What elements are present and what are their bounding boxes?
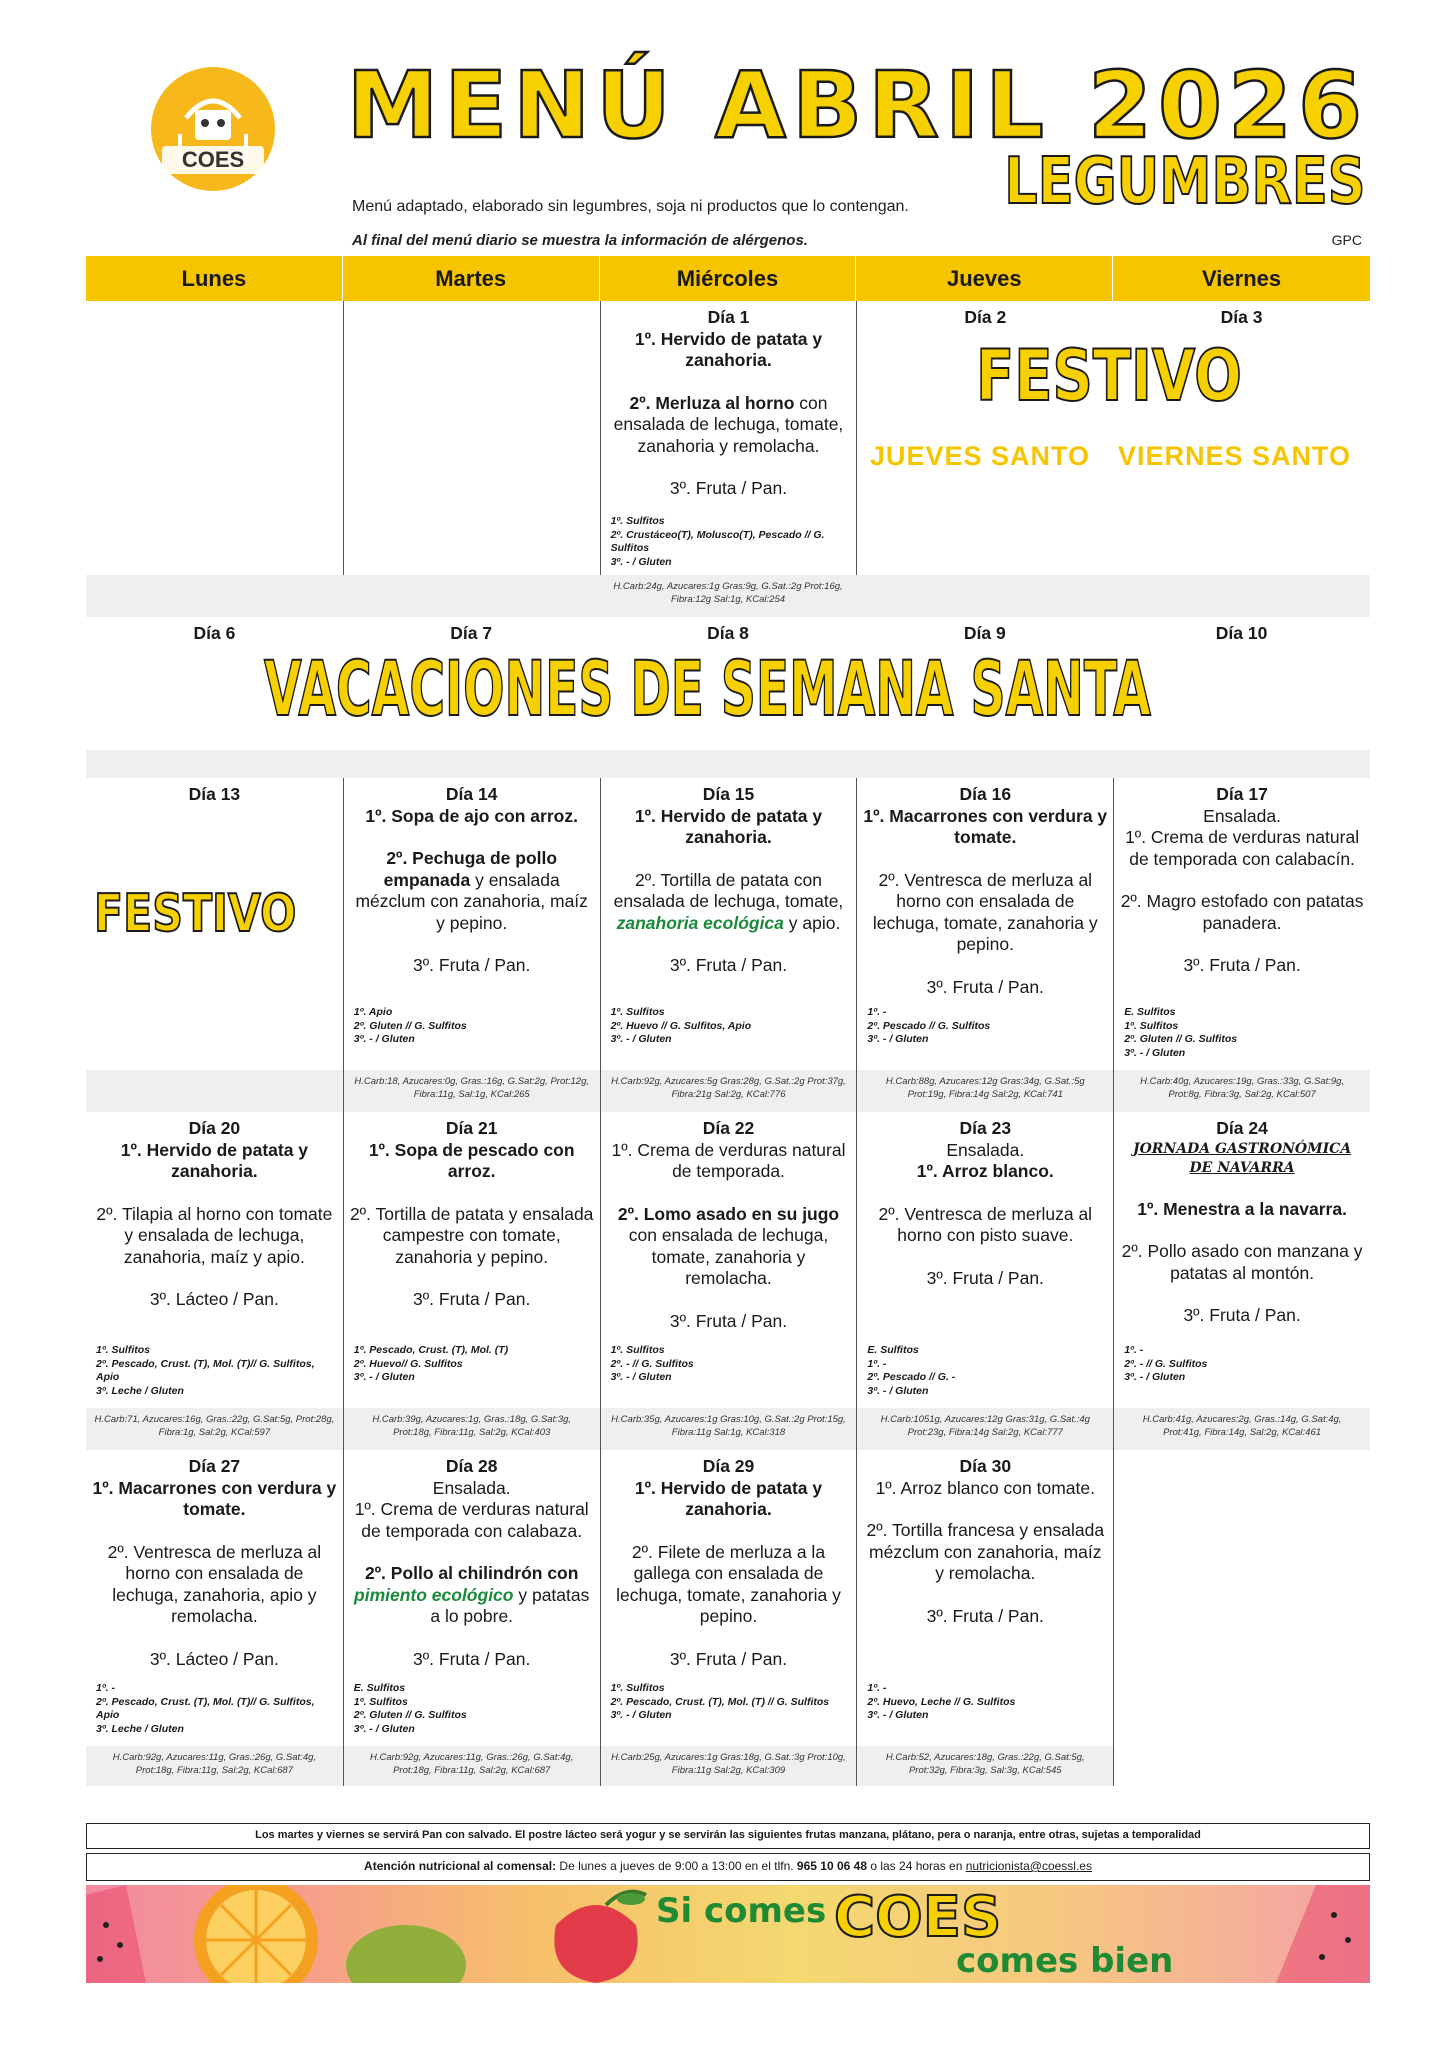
day-number: Día 29 xyxy=(702,1456,755,1476)
nutrition-info: H.Carb:25g, Azucares:1g Gras:18g, G.Sat.:3g Prot:10g, Fibra:11g Sal:2g, KCal:309 xyxy=(600,1746,857,1786)
email-link[interactable]: nutricionista@coessl.es xyxy=(965,1859,1092,1873)
allergen-note: Al final del menú diario se muestra la información de alérgenos. xyxy=(352,232,808,249)
second-course: 2º. Pollo asado con manzana y patatas al montón. xyxy=(1121,1241,1363,1283)
page-subtitle: LEGUMBRES xyxy=(1004,145,1366,219)
day-number: Día 15 xyxy=(702,784,755,804)
first-course: 1º. Hervido de patata y zanahoria. xyxy=(634,328,823,370)
day-number: Día 1 xyxy=(707,307,750,327)
nutrition-info: H.Carb:18, Azucares:0g, Gras.:16g, G.Sat:2g, Prot:12g, Fibra:11g, Sal:1g, KCal:265 xyxy=(343,1070,600,1112)
svg-text:COES: COES xyxy=(181,147,245,172)
dessert: 3º. Fruta / Pan. xyxy=(669,478,788,498)
day-cell xyxy=(856,1112,1113,1408)
allergens: 1º. Sulfitos 2º. Huevo // G. Sulfitos, Apio 3º. - / Gluten xyxy=(610,1006,752,1045)
allergens: 1º. Sulfitos 2º. Pescado, Crust. (T), Mol. (T)// G. Sulfitos, Apio 3º. Leche / Gluten xyxy=(96,1344,315,1397)
dessert: 3º. Fruta / Pan. xyxy=(1183,1305,1301,1325)
allergens: 1º. - 2º. - // G. Sulfitos 3º. - / Gluten xyxy=(1124,1344,1208,1383)
first-course: 1º. Hervido de patata y zanahoria. xyxy=(120,1139,309,1181)
menu-calendar xyxy=(86,256,1370,1786)
day-cell xyxy=(86,1112,343,1408)
nutrition-info: H.Carb:39g, Azucares:1g, Gras.:18g, G.Sat:3g, Prot:18g, Fibra:11g, Sal:2g, KCal:403 xyxy=(343,1408,600,1450)
dessert: 3º. Lácteo / Pan. xyxy=(149,1289,279,1309)
dessert: 3º. Fruta / Pan. xyxy=(926,976,1044,997)
day-number: Día 21 xyxy=(445,1118,498,1138)
nutrition-info: H.Carb:88g, Azucares:12g Gras:34g, G.Sat.:5g Prot:19g, Fibra:14g Sal:2g, KCal:741 xyxy=(856,1070,1113,1112)
day-cell xyxy=(600,1450,857,1746)
dessert: 3º. Fruta / Pan. xyxy=(413,1648,531,1669)
second-course: 2º. Filete de merluza a la gallega con ensalada de lechuga, tomate, zanahoria y pepino. xyxy=(616,1541,841,1626)
day-number: Día 16 xyxy=(959,784,1012,804)
allergens: 1º. Apio 2º. Gluten // G. Sulfitos 3º. - / Gluten xyxy=(353,1006,467,1045)
day-number: Día 8 xyxy=(707,623,749,643)
weekday-label: Martes xyxy=(343,256,600,301)
allergens: 1º. - 2º. Pescado // G. Sulfitos 3º. - / Gluten xyxy=(867,1006,991,1045)
allergens: E. Sulfitos 1º. Sulfitos 2º. Gluten // G. Sulfitos 3º. - / Gluten xyxy=(1124,1006,1238,1059)
second-course: 2º. Tortilla de patata y ensalada campestre con tomate, zanahoria y pepino. xyxy=(349,1203,594,1267)
second-course: 2º. Merluza al horno con ensalada de lechuga, tomate, zanahoria y remolacha. xyxy=(613,392,844,456)
nutrition-info: H.Carb:105‍1g, Azucares:12g Gras:31g, G.Sat.:4g Prot:23g, Fibra:14g Sal:2g, KCal:777 xyxy=(856,1408,1113,1450)
day-number: Día 3 xyxy=(1220,307,1263,327)
page-title: MENÚ ABRIL 2026 xyxy=(346,52,1368,159)
day-cell xyxy=(600,778,857,1070)
dessert: 3º. Fruta / Pan. xyxy=(926,1267,1044,1288)
event-label: JORNADA GASTRONÓMICA DE NAVARRA xyxy=(1132,1140,1352,1176)
day-cell xyxy=(343,778,600,1070)
day-number: Día 13 xyxy=(188,784,241,804)
first-course: 1º. Crema de verduras natural de temporada. xyxy=(611,1139,846,1181)
salad: Ensalada. xyxy=(1203,805,1281,826)
day-cell xyxy=(856,778,1113,1070)
nutrition-info: H.Carb:24g, Azucares:1g Gras:9g, G.Sat.:2g Prot:16g, Fibra:12g Sal:1g, KCal:254 xyxy=(613,581,843,605)
first-course: 1º. Crema de verduras natural de temporada con calabaza. xyxy=(354,1499,589,1541)
nutrition-info: H.Carb:92g, Azucares:11g, Gras.:26g, G.Sat:4g, Prot:18g, Fibra:11g, Sal:2g, KCal:687 xyxy=(112,1752,317,1776)
second-course: 2º. Lomo asado en su jugo con ensalada de lechuga, tomate, zanahoria y remolacha. xyxy=(617,1203,840,1288)
day-cell xyxy=(343,301,600,575)
day-number: Día 24 xyxy=(1216,1118,1268,1138)
holiday-label: FESTIVO xyxy=(94,884,297,944)
nutrition-row xyxy=(86,1070,1370,1112)
dessert: 3º. Fruta / Pan. xyxy=(669,1648,788,1669)
allergens: E. Sulfitos 1º. Sulfitos 2º. Gluten // G. Sulfitos 3º. - / Gluten xyxy=(353,1682,467,1735)
dessert: 3º. Fruta / Pan. xyxy=(669,1310,788,1331)
nutrition-row xyxy=(86,1408,1370,1450)
second-course: 2º. Tortilla de patata con ensalada de lechuga, tomate, zanahoria ecológica y apio. xyxy=(613,869,844,933)
week-row xyxy=(86,1450,1370,1786)
nutrition-row xyxy=(86,1746,1370,1786)
weekday-label: Lunes xyxy=(86,256,343,301)
slogan-text: comes bien xyxy=(956,1941,1174,1981)
dessert: 3º. Fruta / Pan. xyxy=(669,955,788,975)
day-number: Día 28 xyxy=(445,1456,498,1476)
dessert: 3º. Lácteo / Pan. xyxy=(149,1648,279,1669)
day-cell xyxy=(600,1112,857,1408)
bread-and-dessert-note: Los martes y viernes se servirá Pan con salvado. El postre lácteo será yogur y se servirán las siguientes frutas manzana, plátano, pera o naranja, entre otras, sujetas a temporalidad xyxy=(86,1823,1370,1849)
second-course: 2º. Ventresca de merluza al horno con ensalada de lechuga, zanahoria, apio y remolacha. xyxy=(107,1541,322,1626)
day-number: Día 20 xyxy=(188,1118,241,1138)
holiday-label: FESTIVO xyxy=(976,335,1242,417)
first-course: 1º. Sopa de ajo con arroz. xyxy=(365,805,578,826)
day-cell xyxy=(1113,1450,1370,1746)
allergens: 1º. Sulfitos 2º. - // G. Sulfitos 3º. - / Gluten xyxy=(610,1344,694,1383)
day-cell xyxy=(86,1450,343,1746)
day-cell xyxy=(86,778,343,1070)
weekday-label: Jueves xyxy=(856,256,1113,301)
allergens: 1º. Sulfitos 2º. Pescado, Crust. (T), Mol. (T) // G. Sulfitos 3º. - / Gluten xyxy=(610,1682,830,1721)
dessert: 3º. Fruta / Pan. xyxy=(413,1289,531,1309)
slogan-brand: COES xyxy=(834,1885,1002,1950)
first-course: 1º. Menestra a la navarra. xyxy=(1137,1198,1347,1219)
first-course: 1º. Crema de verduras natural de temporada con calabacín. xyxy=(1125,827,1360,869)
day-number: Día 27 xyxy=(188,1456,241,1476)
day-number: Día 14 xyxy=(445,784,498,804)
day-cell xyxy=(1113,617,1370,750)
week-row xyxy=(86,1112,1370,1450)
second-course: 2º. Tortilla francesa y ensalada mézclum con zanahoria, maíz y remolacha. xyxy=(866,1520,1105,1583)
nutrition-info: H.Carb:92g, Azucares:11g, Gras.:26g, G.Sat:4g, Prot:18g, Fibra:11g, Sal:2g, KCal:687 xyxy=(343,1746,600,1786)
salad: Ensalada. xyxy=(432,1477,511,1498)
nutrition-info: H.Carb:71, Azucares:16g, Gras.:22g, G.Sat:5g, Prot:28g, Fibra:1g, Sal:2g, KCal:597 xyxy=(94,1414,335,1438)
first-course: 1º. Arroz blanco con tomate. xyxy=(875,1477,1095,1498)
second-course: 2º. Ventresca de merluza al horno con pisto suave. xyxy=(878,1203,1093,1245)
day-cell xyxy=(343,1450,600,1746)
nutrition-info: H.Carb:92g, Azucares:5g Gras:28g, G.Sat.:2g Prot:37g, Fibra:21g Sal:2g, KCal:776 xyxy=(600,1070,857,1112)
nutrition-row xyxy=(86,575,1370,617)
nutrition-info: H.Carb:35g, Azucares:1g Gras:10g, G.Sat.:2g Prot:15g, Fibra:11g Sal:1g, KCal:318 xyxy=(600,1408,857,1450)
week-row xyxy=(86,778,1370,1112)
first-course: 1º. Macarrones con verdura y tomate. xyxy=(863,805,1108,847)
week-row xyxy=(86,617,1370,778)
second-course: 2º. Tilapia al horno con tomate y ensalada de lechuga, zanahoria, maíz y apio. xyxy=(96,1203,333,1267)
second-course: 2º. Magro estofado con patatas panadera. xyxy=(1120,891,1364,933)
day-number: Día 30 xyxy=(959,1456,1012,1476)
week-row xyxy=(86,301,1370,617)
first-course: 1º. Arroz blanco. xyxy=(916,1161,1054,1181)
second-course: 2º. Ventresca de merluza al horno con ensalada de lechuga, tomate, zanahoria y pepino. xyxy=(872,869,1098,954)
phone-number[interactable]: 965 10 06 48 xyxy=(796,1859,867,1873)
day-cell xyxy=(343,1112,600,1408)
dessert: 3º. Fruta / Pan. xyxy=(926,1605,1044,1626)
nutrition-info: H.Carb:41g, Azucares:2g, Gras.:14g, G.Sat:4g, Prot:41g, Fibra:14g, Sal:2g, KCal:461 xyxy=(1113,1408,1370,1450)
day-cell xyxy=(1113,778,1370,1070)
holiday-name: JUEVES SANTO xyxy=(870,441,1091,471)
day-cell xyxy=(856,1450,1113,1746)
day-number: Día 17 xyxy=(1216,784,1268,804)
first-course: 1º. Macarrones con verdura y tomate. xyxy=(92,1477,337,1519)
second-course: 2º. Pollo al chilindrón con pimiento ecológico y patatas a lo pobre. xyxy=(354,1563,590,1626)
day-number: Día 10 xyxy=(1215,623,1268,643)
first-course: 1º. Hervido de patata y zanahoria. xyxy=(634,1477,823,1519)
nutrition-info: H.Carb:52, Azucares:18g, Gras.:22g, G.Sat:5g, Prot:32g, Fibra:3g, Sal:3g, KCal:545 xyxy=(856,1746,1113,1786)
holiday-name: VIERNES SANTO xyxy=(1118,441,1352,471)
day-cell xyxy=(600,301,857,575)
day-number: Día 22 xyxy=(702,1118,755,1138)
day-cell xyxy=(86,301,343,575)
weekday-label: Miércoles xyxy=(600,256,857,301)
salad: Ensalada. xyxy=(946,1139,1025,1160)
day-number: Día 9 xyxy=(963,623,1006,643)
menu-code: GPC xyxy=(1331,232,1362,248)
allergens: 1º. - 2º. Pescado, Crust. (T), Mol. (T)// G. Sulfitos, Apio 3º. Leche / Gluten xyxy=(96,1682,315,1735)
weekday-label: Viernes xyxy=(1202,266,1282,291)
allergens: 1º. Pescado, Crust. (T), Mol. (T) 2º. Huevo// G. Sulfitos 3º. - / Gluten xyxy=(353,1344,509,1383)
day-number: Día 6 xyxy=(193,623,236,643)
nutrition-contact: Atención nutricional al comensal: De lunes a jueves de 9:00 a 13:00 en el tlfn. 965 10 06 48 o las 24 horas en nutricionista@coessl.es xyxy=(86,1853,1370,1881)
day-number: Día 23 xyxy=(959,1118,1012,1138)
menu-note: Menú adaptado, elaborado sin legumbres, soja ni productos que lo contengan. xyxy=(352,198,909,215)
allergens: 1º. - 2º. Huevo, Leche // G. Sulfitos 3º. - / Gluten xyxy=(867,1682,1016,1721)
dessert: 3º. Fruta / Pan. xyxy=(413,955,531,975)
slogan-banner xyxy=(86,1885,1370,1983)
allergens: 1º. Sulfitos 2º. Crustáceo(T), Molusco(T), Pescado // G. Sulfitos 3º. - / Gluten xyxy=(610,515,825,568)
dessert: 3º. Fruta / Pan. xyxy=(1183,955,1301,975)
vacation-banner: VACACIONES DE SEMANA SANTA xyxy=(264,644,1151,733)
coes-logo xyxy=(148,64,278,194)
nutrition-info: H.Carb:40g, Azucares:19g, Gras.:33g, G.Sat:9g, Prot:8g, Fibra:3g, Sal:2g, KCal:507 xyxy=(1113,1070,1370,1112)
day-number: Día 7 xyxy=(450,623,493,643)
slogan-text: Si comes xyxy=(656,1891,827,1931)
nutrition-row xyxy=(86,750,1370,778)
day-number: Día 2 xyxy=(964,307,1007,327)
second-course: 2º. Pechuga de pollo empanada y ensalada mézclum con zanahoria, maíz y pepino. xyxy=(355,848,588,933)
first-course: 1º. Hervido de patata y zanahoria. xyxy=(634,805,823,847)
day-cell xyxy=(1113,1112,1370,1408)
weekday-header xyxy=(86,256,1370,301)
first-course: 1º. Sopa de pescado con arroz. xyxy=(368,1139,575,1181)
allergens: E. Sulfitos 1º. - 2º. Pescado // G. - 3º. - / Gluten xyxy=(867,1344,956,1397)
